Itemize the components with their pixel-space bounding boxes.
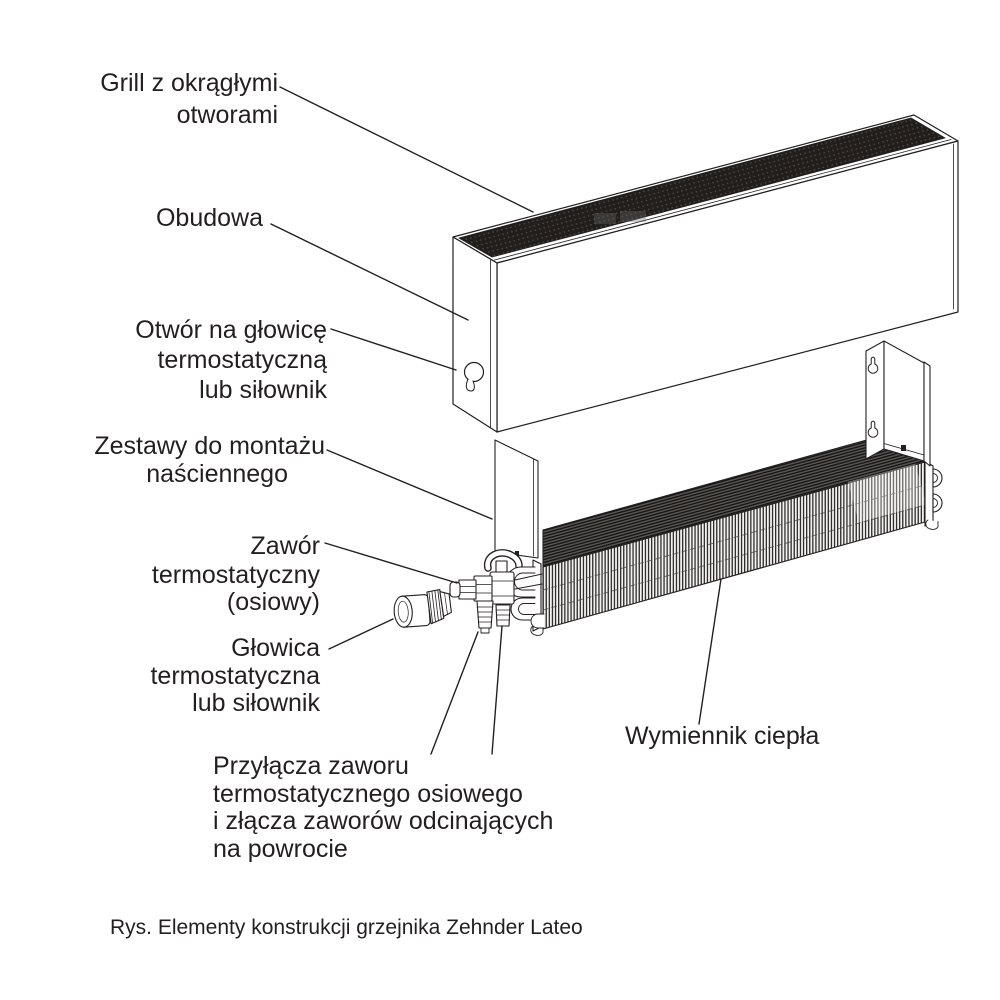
thermostatic-head (393, 589, 452, 628)
label-zestawy-line1: Zestawy do montażu (94, 432, 325, 460)
valve-body (490, 572, 514, 604)
leader-otwor (331, 329, 456, 370)
label-grill-line1: Grill z okrągłymi (100, 69, 278, 97)
label-glowica-line2: termostatyczna (150, 662, 320, 690)
label-grill-line2: otworami (176, 101, 278, 129)
valve-connector-a (477, 601, 493, 628)
thermostatic-valve (450, 561, 514, 633)
wall-bracket-right (866, 341, 930, 466)
pipe-ubend-lower-inner (519, 604, 536, 615)
label-obudowa: Obudowa (155, 204, 263, 232)
label-przylacza-line2: termostatycznego osiowego (213, 780, 523, 808)
thermostat-access-hole (465, 363, 484, 382)
leader-zawor (325, 543, 457, 583)
label-glowica-line1: Głowica (231, 634, 320, 662)
label-zawor-line3: (osiowy) (226, 588, 320, 616)
label-zestawy-line2: naściennego (146, 460, 288, 488)
leader-przylacza-a (431, 632, 478, 754)
label-przylacza-line4: na powrocie (213, 835, 348, 863)
leader-wymiennik (699, 579, 721, 724)
bracket-right-edge-fold (924, 362, 930, 466)
pipe-ubend-bottom (531, 614, 544, 628)
valve-spindle (459, 580, 476, 599)
exchanger-foot-right (926, 520, 938, 529)
label-otwor-line2: termostatyczną (157, 346, 327, 374)
label-przylacza-line3: i złącza zaworów odcinających (213, 807, 554, 835)
label-otwor-line1: Otwór na głowicę (135, 316, 327, 344)
label-glowica-line3: lub siłownik (192, 689, 320, 717)
bracket-right-side-plate (884, 341, 924, 461)
label-zawor-line1: Zawór (250, 532, 320, 560)
label-przylacza-line1: Przyłącza zaworu (213, 752, 409, 780)
valve-connector-b (496, 605, 510, 626)
label-otwor-line3: lub siłownik (199, 376, 327, 404)
valve-union-nut (474, 576, 492, 601)
label-wymiennik: Wymiennik ciepła (625, 722, 820, 750)
exchanger-end-plate-right (925, 461, 933, 526)
label-zawor-line2: termostatyczny (151, 561, 320, 589)
leader-obudowa (271, 224, 468, 320)
valve-connector-a-tip (481, 628, 489, 633)
figure-caption: Rys. Elementy konstrukcji grzejnika Zehnder Lateo (110, 916, 583, 939)
bracket-left-plate (495, 440, 538, 558)
leader-glowica (329, 619, 393, 649)
leader-przylacza-b (492, 626, 502, 754)
bracket-right-clip-mark (901, 445, 906, 451)
valve-end-cap (450, 582, 460, 597)
leader-grill (280, 87, 533, 212)
thermostat-access-hole-notch (466, 379, 474, 391)
heat-exchanger (531, 436, 942, 635)
leader-zestawy (327, 450, 492, 519)
